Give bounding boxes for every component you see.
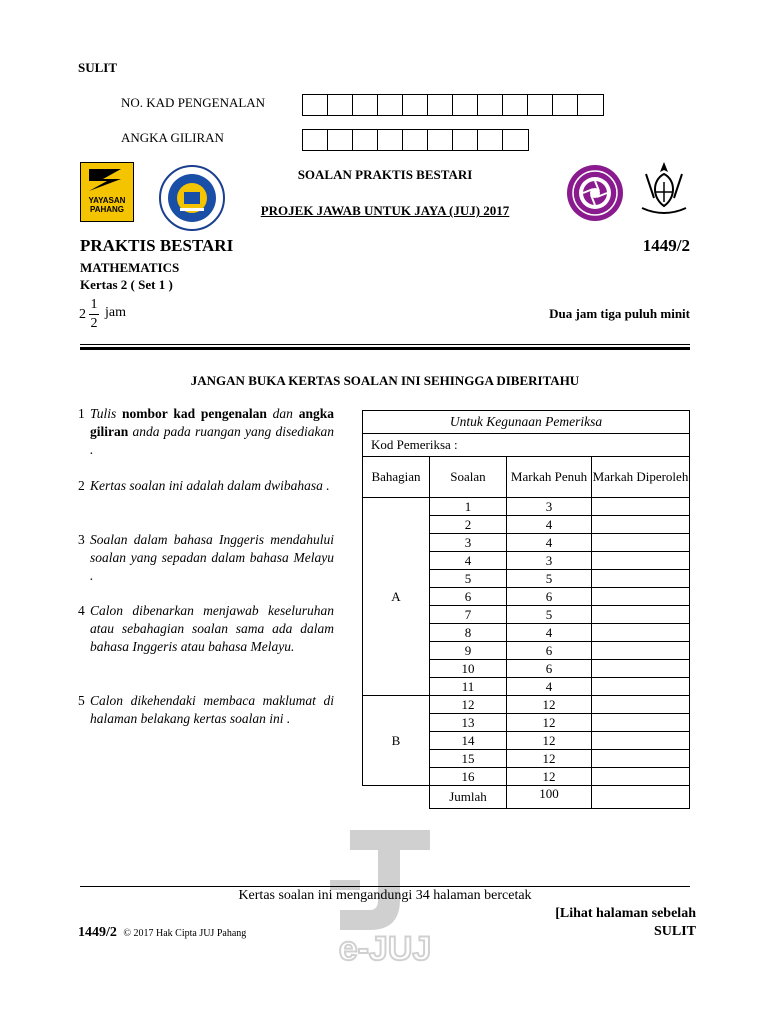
question-number: 5 (430, 570, 507, 588)
question-number: 9 (430, 642, 507, 660)
angka-giliran-label: ANGKA GILIRAN (121, 130, 224, 145)
digit-box[interactable] (478, 95, 503, 115)
section-label: B (363, 696, 430, 786)
divider-thin (80, 344, 690, 345)
digit-box[interactable] (403, 95, 428, 115)
header-markah-penuh: Markah Penuh (507, 457, 592, 498)
instruction-2-text: Kertas soalan ini adalah dalam dwibahasa . (90, 478, 330, 493)
section-a-rows (363, 498, 690, 696)
jumlah-label: Jumlah (430, 786, 507, 809)
digit-box[interactable] (328, 95, 353, 115)
ic-number-boxes[interactable] (302, 94, 604, 116)
question-number: 10 (430, 660, 507, 678)
education-seal-icon (158, 164, 226, 232)
instruction-2 (78, 477, 334, 495)
marks-obtained-cell[interactable] (592, 516, 690, 534)
question-number: 14 (430, 732, 507, 750)
examiner-table (362, 410, 690, 809)
warning-text: JANGAN BUKA KERTAS SOALAN INI SEHINGGA DIBERITAHU (190, 373, 580, 388)
question-number: 13 (430, 714, 507, 732)
question-number: 4 (430, 552, 507, 570)
footer-code: 1449/2 (78, 925, 117, 940)
paper-number: Kertas 2 ( Set 1 ) (80, 277, 173, 292)
marks-obtained-cell[interactable] (592, 552, 690, 570)
digit-box[interactable] (453, 130, 478, 150)
angka-giliran-boxes[interactable] (302, 129, 529, 151)
footer-divider (80, 886, 690, 887)
jumlah-total: 100 (507, 786, 592, 809)
digit-box[interactable] (303, 130, 328, 150)
full-marks: 6 (507, 588, 592, 606)
instruction-number: 3 (78, 532, 85, 547)
yayasan-pahang-emblem-icon (81, 163, 133, 197)
digit-box[interactable] (503, 130, 528, 150)
instruction-number: 1 (78, 406, 85, 421)
school-logo (566, 164, 624, 227)
marks-obtained-cell[interactable] (592, 678, 690, 696)
duration-words: Dua jam tiga puluh minit (549, 306, 690, 321)
juj-logo-icon (320, 820, 450, 940)
next-page-text: [Lihat halaman sebelah (555, 906, 696, 921)
duration-denominator: 2 (90, 316, 98, 331)
footer-copyright: © 2017 Hak Cipta JUJ Pahang (123, 928, 247, 939)
logo-text-line-2: PAHANG (89, 205, 125, 214)
digit-box[interactable] (578, 95, 603, 115)
marks-obtained-cell[interactable] (592, 768, 690, 786)
digit-box[interactable] (353, 95, 378, 115)
question-number: 12 (430, 696, 507, 714)
paper-code: 1449/2 (642, 236, 690, 255)
subject-name: MATHEMATICS (80, 260, 180, 275)
digit-box[interactable] (553, 95, 578, 115)
marks-obtained-cell[interactable] (592, 498, 690, 516)
question-number: 16 (430, 768, 507, 786)
digit-box[interactable] (378, 95, 403, 115)
digit-box[interactable] (328, 130, 353, 150)
marks-obtained-cell[interactable] (592, 696, 690, 714)
examiner-table-title: Untuk Kegunaan Pemeriksa (363, 411, 690, 434)
instruction-4 (78, 602, 334, 656)
project-title: PROJEK JAWAB UNTUK JAYA (JUJ) 2017 (260, 203, 510, 218)
question-number: 7 (430, 606, 507, 624)
sulit-label-bottom: SULIT (653, 924, 696, 939)
instruction-5-text: Calon dikehendaki membaca maklumat di halaman belakang kertas soalan ini . (90, 693, 334, 726)
question-number: 8 (430, 624, 507, 642)
full-marks: 4 (507, 678, 592, 696)
full-marks: 6 (507, 642, 592, 660)
digit-box[interactable] (503, 95, 528, 115)
digit-box[interactable] (428, 95, 453, 115)
full-marks: 4 (507, 624, 592, 642)
instruction-number: 4 (78, 603, 85, 618)
program-title: SOALAN PRAKTIS BESTARI (297, 167, 473, 182)
header-markah-diperoleh: Markah Diperoleh (592, 457, 690, 498)
duration-unit: jam (105, 305, 126, 320)
digit-box[interactable] (428, 130, 453, 150)
full-marks: 5 (507, 570, 592, 588)
full-marks: 4 (507, 516, 592, 534)
digit-box[interactable] (453, 95, 478, 115)
full-marks: 3 (507, 552, 592, 570)
digit-box[interactable] (403, 130, 428, 150)
sulit-label-top: SULIT (78, 60, 118, 75)
instruction-1-bold-angka: angka giliran (90, 406, 334, 439)
marks-obtained-cell[interactable] (592, 534, 690, 552)
instruction-3 (78, 531, 334, 585)
table-row (363, 696, 690, 714)
digit-box[interactable] (528, 95, 553, 115)
full-marks: 12 (507, 696, 592, 714)
full-marks: 12 (507, 768, 592, 786)
instruction-1-mid: dan (266, 406, 299, 421)
marks-obtained-cell[interactable] (592, 624, 690, 642)
marks-obtained-cell[interactable] (592, 660, 690, 678)
marks-obtained-cell[interactable] (592, 750, 690, 768)
digit-box[interactable] (478, 130, 503, 150)
full-marks: 12 (507, 750, 592, 768)
question-number: 3 (430, 534, 507, 552)
header-bahagian: Bahagian (363, 457, 430, 498)
purple-emblem-icon (566, 164, 624, 222)
jumlah-spacer (363, 786, 430, 809)
full-marks: 12 (507, 714, 592, 732)
question-number: 2 (430, 516, 507, 534)
marks-obtained-cell[interactable] (592, 606, 690, 624)
digit-box[interactable] (378, 130, 403, 150)
full-marks: 6 (507, 660, 592, 678)
question-number: 15 (430, 750, 507, 768)
digit-box[interactable] (353, 130, 378, 150)
instruction-4-text: Calon dibenarkan menjawab keseluruhan atau sebahagian soalan sama ada dalam bahasa Inggeris atau bahasa Melayu. (90, 603, 334, 654)
instruction-1-post: anda pada ruangan yang disediakan . (90, 424, 334, 457)
pahang-crest-logo (634, 158, 694, 227)
page-count-text: Kertas soalan ini mengandungi 34 halaman bercetak (238, 888, 532, 903)
full-marks: 4 (507, 534, 592, 552)
duration-numerator: 1 (90, 297, 98, 312)
divider-thick (80, 347, 690, 350)
marks-obtained-cell[interactable] (592, 714, 690, 732)
section-label: A (363, 498, 430, 696)
table-row (363, 498, 690, 516)
duration-fraction (79, 297, 159, 337)
footer-left (78, 925, 246, 941)
instruction-1 (78, 405, 334, 459)
pahang-crest-icon (634, 158, 694, 222)
instruction-1-pre: Tulis (90, 406, 123, 421)
instruction-1-bold-ic: nombor kad pengenalan (122, 406, 267, 421)
ic-number-label: NO. KAD PENGENALAN (121, 95, 266, 110)
digit-box[interactable] (303, 95, 328, 115)
full-marks: 3 (507, 498, 592, 516)
section-b-rows (363, 696, 690, 786)
marks-obtained-cell[interactable] (592, 588, 690, 606)
marks-obtained-cell[interactable] (592, 642, 690, 660)
logo-text-line-1: YAYASAN (88, 196, 126, 205)
full-marks: 5 (507, 606, 592, 624)
header-soalan: Soalan (430, 457, 507, 498)
watermark-text: e-JUJ (338, 930, 432, 968)
instruction-number: 5 (78, 693, 85, 708)
instruction-number: 2 (78, 478, 85, 493)
question-number: 11 (430, 678, 507, 696)
marks-obtained-cell[interactable] (592, 732, 690, 750)
full-marks: 12 (507, 732, 592, 750)
instruction-5 (78, 692, 334, 728)
marks-obtained-cell[interactable] (592, 570, 690, 588)
fraction-bar (89, 314, 99, 315)
paper-title: PRAKTIS BESTARI (80, 236, 234, 255)
state-education-logo (158, 164, 226, 237)
question-number: 1 (430, 498, 507, 516)
jumlah-diperoleh[interactable] (592, 786, 690, 809)
question-number: 6 (430, 588, 507, 606)
yayasan-pahang-logo (80, 162, 134, 222)
instruction-3-text: Soalan dalam bahasa Inggeris mendahului soalan yang sepadan dalam bahasa Melayu . (90, 532, 334, 583)
duration-whole: 2 (79, 307, 86, 322)
examiner-code-cell[interactable]: Kod Pemeriksa : (363, 434, 690, 457)
